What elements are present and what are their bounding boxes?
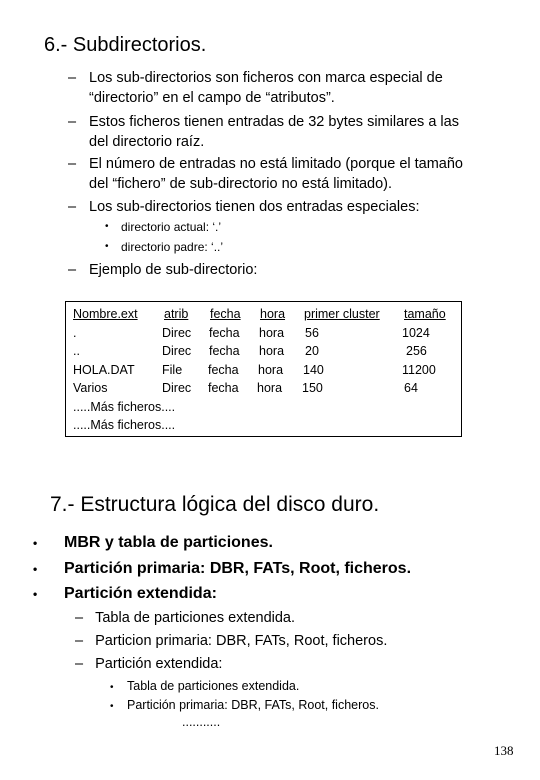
table-cell: 150 <box>302 381 323 395</box>
table-cell: hora <box>259 326 285 340</box>
header-size: tamaño <box>404 307 446 321</box>
page-number: 138 <box>494 743 514 758</box>
table-cell: fecha <box>208 363 239 377</box>
item-text: Partición primaria: DBR, FATs, Root, ficheros. <box>64 560 412 577</box>
dash-marker: – <box>75 656 84 672</box>
bullet-marker: • <box>33 536 38 550</box>
item-line: Estos ficheros tienen entradas de 32 bytes similares a las <box>89 114 459 130</box>
dash-marker: – <box>68 262 77 278</box>
list-item <box>68 260 528 280</box>
table-cell: hora <box>258 363 284 377</box>
table-cell: 64 <box>404 381 418 395</box>
item-line: del “fichero” de sub-directorio no está limitado). <box>89 176 393 192</box>
more-files-text: .....Más ficheros.... <box>73 418 176 432</box>
header-time: hora <box>260 307 286 321</box>
table-cell: 1024 <box>402 326 430 340</box>
item-line: El número de entradas no está limitado (porque el tamaño <box>89 156 463 172</box>
special-entry-current <box>105 217 221 237</box>
item-text: Partición extendida: <box>95 656 223 672</box>
header-attrib: atrib <box>164 307 189 321</box>
header-first-cluster: primer cluster <box>304 307 380 321</box>
table-cell: 256 <box>406 344 427 358</box>
section-7-title: 7.- Estructura lógica del disco duro. <box>50 493 380 516</box>
bullet-marker: • <box>105 241 109 252</box>
item-line: Los sub-directorios tienen dos entradas especiales: <box>89 199 420 215</box>
bullet-marker: • <box>105 221 109 232</box>
special-entry-parent <box>105 237 223 257</box>
example-label: Ejemplo de sub-directorio: <box>89 262 258 278</box>
table-cell: . <box>73 326 77 340</box>
dash-marker: – <box>75 633 84 649</box>
dash-marker: – <box>68 199 77 215</box>
header-name: Nombre.ext <box>73 307 138 321</box>
item-text: Particion primaria: DBR, FATs, Root, ficheros. <box>95 633 388 649</box>
list-item <box>68 112 528 152</box>
dash-marker: – <box>68 70 77 86</box>
table-cell: 11200 <box>402 363 436 377</box>
item-text: Tabla de particiones extendida. <box>127 679 300 693</box>
list-item <box>75 633 387 649</box>
table-cell: fecha <box>209 326 240 340</box>
table-cell: 140 <box>303 363 324 377</box>
item-text: Tabla de particiones extendida. <box>95 610 296 626</box>
list-item <box>110 679 299 693</box>
special-entry-text: directorio actual: ‘.’ <box>121 220 222 234</box>
list-item <box>75 656 222 672</box>
table-cell: Direc <box>162 326 192 340</box>
list-item <box>33 560 411 578</box>
bullet-marker: • <box>33 587 38 601</box>
subdirectory-example-table <box>65 301 462 437</box>
table-cell: fecha <box>208 381 239 395</box>
special-entry-text: directorio padre: ‘..’ <box>121 240 224 254</box>
list-item <box>33 585 217 603</box>
table-cell: File <box>162 363 183 377</box>
table-cell: Direc <box>162 381 192 395</box>
dash-marker: – <box>68 114 77 130</box>
item-text: Partición primaria: DBR, FATs, Root, ficheros. <box>127 698 379 712</box>
ellipsis: ........... <box>182 715 221 729</box>
list-item <box>33 534 273 552</box>
bullet-marker: • <box>110 682 114 693</box>
dash-marker: – <box>75 610 84 626</box>
section-6-title: 6.- Subdirectorios. <box>44 34 207 56</box>
list-item <box>75 610 295 626</box>
bullet-marker: • <box>110 701 114 712</box>
table-cell: 20 <box>305 344 319 358</box>
list-item <box>110 698 379 712</box>
table-cell: hora <box>259 344 285 358</box>
table-cell: .. <box>73 344 80 358</box>
item-text: MBR y tabla de particiones. <box>64 534 273 551</box>
list-item <box>68 197 528 217</box>
header-date: fecha <box>210 307 241 321</box>
table-cell: fecha <box>209 344 240 358</box>
list-item <box>68 154 528 194</box>
table-cell: 56 <box>305 326 319 340</box>
dash-marker: – <box>68 156 77 172</box>
more-files-text: .....Más ficheros.... <box>73 400 176 414</box>
table-cell: HOLA.DAT <box>73 363 135 377</box>
item-line: “directorio” en el campo de “atributos”. <box>89 90 335 106</box>
list-item <box>68 68 528 108</box>
table-cell: Direc <box>162 344 192 358</box>
table-cell: hora <box>257 381 283 395</box>
table-cell: Varios <box>73 381 108 395</box>
bullet-marker: • <box>33 562 38 576</box>
item-text: Partición extendida: <box>64 585 217 602</box>
item-line: del directorio raíz. <box>89 134 205 150</box>
item-line: Los sub-directorios son ficheros con marca especial de <box>89 70 443 86</box>
